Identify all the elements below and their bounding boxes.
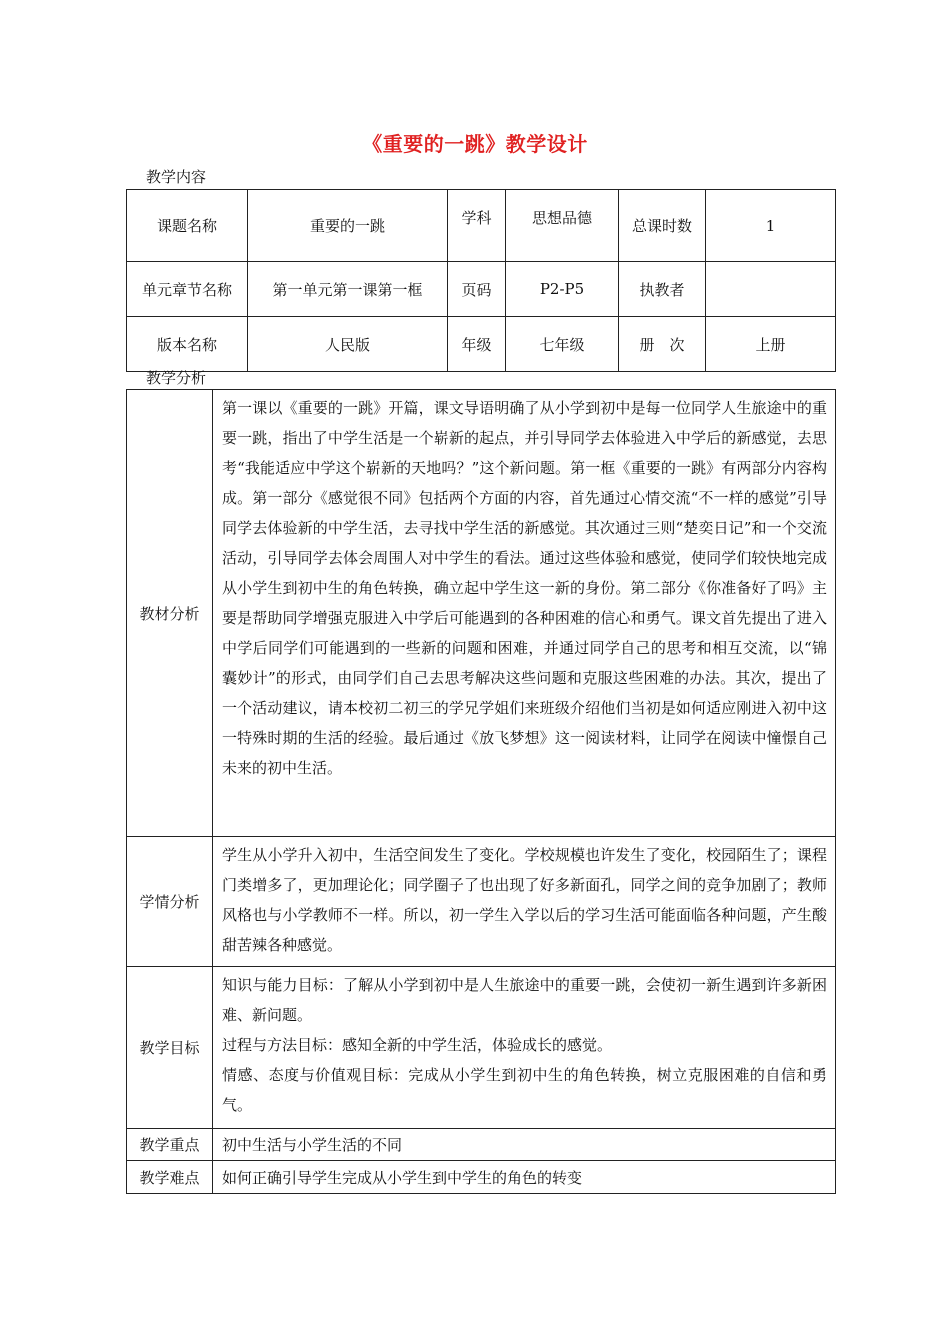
value-hours: 1 bbox=[706, 190, 836, 262]
analysis-section-label: 教学分析 bbox=[146, 369, 207, 387]
label-key-point: 教学重点 bbox=[127, 1129, 213, 1161]
content-row-topic bbox=[127, 190, 836, 262]
textbook-analysis-text: 第一课以《重要的一跳》开篇，课文导语明确了从小学到初中是每一位同学人生旅途中的重要一跳，指出了中学生活是一个崭新的起点，并引导同学去体验进入中学后的新感觉，去思考“我能适应中学这个崭新的天地吗？”这个新问题。第一框《重要的一跳》有两部分内容构成。第一部分《感觉很不同》包括两个方面的内容，首先通过心情交流“不一样的感觉”引导同学去体验新的中学生活，去寻找中学生活的新感觉。其次通过三则“楚奕日记”和一个交流活动，引导同学去体会周围人对中学生的看法。通过这些体验和感觉，使同学们较快地完成从小学生到初中生的角色转换，确立起中学生这一新的身份。第二部分《你准备好了吗》主要是帮助同学增强克服进入中学后可能遇到的各种困难的信心和勇气。课文首先提出了进入中学后同学们可能遇到的一些新的问题和困难，并通过同学自己的思考和相互交流，以“锦囊妙计”的形式，由同学们自己去思考解决这些问题和克服这些困难的办法。其次，提出了一个活动建议，请本校初二初三的学兄学姐们来班级介绍他们当初是如何适应刚进入初中这一特殊时期的生活的经验。最后通过《放飞梦想》这一阅读材料，让同学在阅读中憧憬自己未来的初中生活。 bbox=[213, 390, 836, 837]
label-hours: 总课时数 bbox=[619, 190, 706, 262]
label-topic: 课题名称 bbox=[127, 190, 248, 262]
analysis-row-goals bbox=[127, 967, 836, 1129]
content-row-unit bbox=[127, 262, 836, 317]
content-table bbox=[126, 189, 836, 372]
value-unit: 第一单元第一课第一框 bbox=[248, 262, 448, 317]
value-pages: P2-P5 bbox=[506, 262, 619, 317]
student-analysis-text: 学生从小学升入初中，生活空间发生了变化。学校规模也许发生了变化，校园陌生了；课程门类增多了，更加理论化；同学圈子了也出现了好多新面孔，同学之间的竞争加剧了；教师风格也与小学教师不一样。所以，初一学生入学以后的学习生活可能面临各种问题，产生酸甜苦辣各种感觉。 bbox=[213, 837, 836, 967]
label-subject: 学科 bbox=[448, 190, 506, 262]
document-title: 《重要的一跳》教学设计 bbox=[362, 132, 588, 156]
label-student-analysis: 学情分析 bbox=[127, 837, 213, 967]
label-unit: 单元章节名称 bbox=[127, 262, 248, 317]
value-subject: 思想品德 bbox=[506, 190, 619, 262]
analysis-row-students bbox=[127, 837, 836, 967]
value-topic: 重要的一跳 bbox=[248, 190, 448, 262]
analysis-row-difficulty bbox=[127, 1161, 836, 1194]
label-edition: 版本名称 bbox=[127, 317, 248, 372]
label-teacher: 执教者 bbox=[619, 262, 706, 317]
value-edition: 人民版 bbox=[248, 317, 448, 372]
analysis-row-textbook bbox=[127, 390, 836, 837]
key-point-text: 初中生活与小学生活的不同 bbox=[213, 1129, 836, 1161]
goal-process: 过程与方法目标：感知全新的中学生活，体验成长的感觉。 bbox=[222, 1036, 613, 1054]
label-pages: 页码 bbox=[448, 262, 506, 317]
label-difficulty: 教学难点 bbox=[127, 1161, 213, 1194]
label-grade: 年级 bbox=[448, 317, 506, 372]
teaching-goals-cell bbox=[213, 967, 836, 1129]
value-grade: 七年级 bbox=[506, 317, 619, 372]
label-teaching-goals: 教学目标 bbox=[127, 967, 213, 1129]
value-teacher bbox=[706, 262, 836, 317]
label-volume: 册 次 bbox=[619, 317, 706, 372]
goal-knowledge: 知识与能力目标：了解从小学到初中是人生旅途中的重要一跳，会使初一新生遇到许多新困难、新问题。 bbox=[222, 976, 827, 1024]
difficulty-text: 如何正确引导学生完成从小学生到中学生的角色的转变 bbox=[213, 1161, 836, 1194]
label-textbook-analysis: 教材分析 bbox=[127, 390, 213, 837]
content-row-edition bbox=[127, 317, 836, 372]
analysis-table bbox=[126, 389, 836, 1194]
content-section-label: 教学内容 bbox=[146, 168, 207, 186]
analysis-row-key-point bbox=[127, 1129, 836, 1161]
value-volume: 上册 bbox=[706, 317, 836, 372]
goal-emotion: 情感、态度与价值观目标：完成从小学生到初中生的角色转换，树立克服困难的自信和勇气。 bbox=[222, 1066, 827, 1114]
